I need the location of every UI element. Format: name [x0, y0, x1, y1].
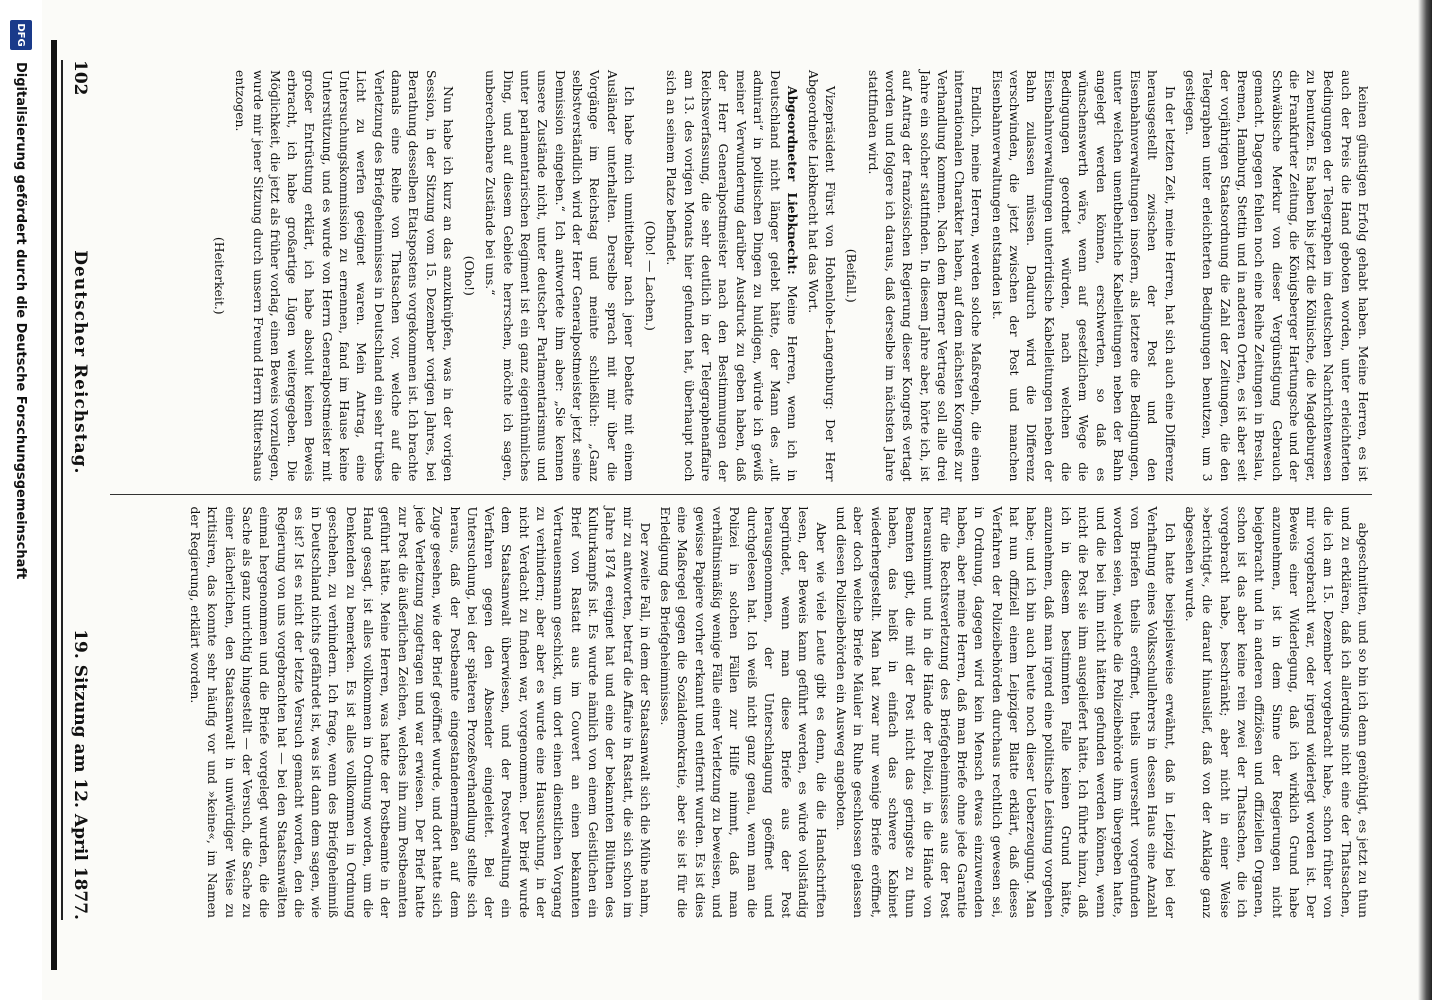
paragraph: Aber wie viele Leute gibt es denn, die die Handschriften lesen, der Beweis kann geführt werden, es würde vollständig begründet, wenn man diese Briefe aus der Post herausgenommen, der Unterschlagung geöffnet und durchgelesen hat. Ich weiß nicht ganz genau, wenn man die Polizei in solchen Fällen zur Hilfe nimmt, daß man verhältnismäßig wenige Fälle einer Verletzung zu beweisen, und gewisse Papiere vorher erkannt und entfernt wurden. Es ist dies eine Maßregel gegen die Sozialdemokratie, aber sie ist für die Erledigung des Briefgeheimnisses.	[658, 506, 829, 918]
paragraph: Endlich, meine Herren, werden solche Maßregeln, die einen internationalen Charakter haben, auf dem nächsten Kongreß zur Verhandlung kommen. Nach dem Berner Vertrage soll alle drei Jahre ein solcher stattfinden. In diesem Jahre aber, hörte ich, ist auf Antrag der französischen Regierung dieser Kongreß vertagt worden und folgere ich daraus, daß derselbe im nächsten Jahre stattfinden wird.	[865, 70, 985, 482]
scan-border-rule	[51, 40, 57, 970]
dfg-logo: DFG	[10, 20, 32, 50]
president-line: Vizepräsident Fürst von Hohenlohe-Langenburg: Der Herr Abgeordnete Liebknecht hat das Wort.	[805, 70, 839, 482]
column-right	[110, 494, 1372, 931]
speech-text: Meine Herren, wenn ich in Deutschland nicht länger gelebt hätte, der Mann des „ult admirari“ in politischen Dingen zu huldigen, würde ich gewiß meiner Verwunderung darüber Ausdruck zu geben haben, daß der Herr Generalpostmeister nach den Bestimmungen der Reichsverfassung, die sehr deutlich in der Telegraphenaffaire am 13. des vorigen Monats hier gefunden hat, überhaupt noch sich an seinem Platze befindet.	[664, 70, 801, 482]
stage-direction: (Beifall.)	[844, 248, 860, 303]
paragraph: Ich hatte beispielsweise erwähnt, daß in Leipzig bei der Verhaftung eines Volksschullehrers in dessen Haus eine Anzahl von Briefen theils eröffnet, theils unversehrt vorgefunden worden seien, welche die Polizeibehörde ihm übergeben hatte, und die bei ihm nicht hätten gefunden werden können, wenn nicht die Post sie ihm ausgeliefert hätte. Ich führte hinzu, daß ich in diesem bestimmten Falle keinen Grund hätte, anzunehmen, daß man irgend eine politische Leistung vorgehen habe; und ich bin auch heute noch dieser Ueberzeugung. Man hat nun offiziell einem Leipziger Blatte erklärt, daß dieses Verfahren der Polizeibehörden durchaus rechtlich gewesen sei, in Ordnung, dagegen wird kein Mensch etwas einzuwenden haben, aber meine Herren, daß man Briefe ohne jede Garantie für die Rechtsverletzung des Briefgeheimnisses aus der Post herausnimmt und in die Hände der Polizei, in die Hände von Beamten gibt, die mit der Post nicht das geringste zu thun haben, das heißt in einfach das schwere Kabinet wiederhergestellt. Man hat zwar nur wenige Briefe eröffnet, aber doch welche Briefe Mäuler in Ruhe geschlossen gelassen und diesen Polizeibehörden ein Ausweg angeboten.	[834, 506, 1178, 918]
speaker-paragraph	[663, 70, 801, 482]
digitization-footer	[0, 0, 42, 1000]
paragraph: Der zweite Fall, in dem der Staatsanwalt sich die Mühe nahm, mir zu antworten, betraf die Affaire in Rastatt, die sich schon im Jahre 1874 ereignet hat und eine der bekannten Blüthen des Kulturkampfs ist. Es wurde nämlich von einem Geistlichen ein Brief von Rastatt aus im Couvert an einen bekannten Vertrauensmann geschickt, um dort einen dienstlichen Vorgang zu verhindern; aber aber es wurde eine Haussuchung, in der nicht Verdacht zu finden war, vorgenommen. Der Brief wurde dem Staatsanwalt überwiesen, und der Postverwaltung ein Verfahren gegen den Absender eingeleitet. Bei der Untersuchung, bei der späteren Prozeßverhandlung stellte sich heraus, daß der Postbeamte eingestandenermaßen auf dem Zuge gesehen, wie der Brief geöffnet wurde, und dort hatte sich jede Verletzung zugetragen und war erwiesen. Der Brief hatte zur Post die äußerlichen Zeichen, welches ihn zum Postbeamten geführt hätte. Meine Herren, was hatte der Postbeamte in der Hand gesagt, ist alles vollkommen in Ordnung worden, um die Denkenden zu bemerken. Es ist alles vollkommen in Ordnung geschehen, zu verhindern. Ich frage, wenn des Briefgeheimniß in Deutschland nichts gefährdet ist, was ist dann dem sagen, wie es ist? Ist es nicht der letzte Versuch gemacht worden, den die Regierung von uns vorgebrachten hat — bei den Staatsanwälten einmal hergenommen und die Briefe vorgelegt wurden, die die Sache als ganz unrichtig hingestellt — der Versuch, die Sache zu einer lächerlichen, den Staatsanwalt in unwürdiger Weise zu kritisiren, das konnte sehr häufig vor und »keine«, im Namen der Regierung, erklärt worden.	[188, 506, 653, 918]
speaker-name: Abgeordneter Liebknecht:	[785, 86, 801, 275]
paragraph: abgeschnitten, und so bin ich denn genöthigt, es jetzt zu thun und zu erklären, daß ich allerdings nicht eine der Thatsachen, die ich am 15. Dezember vorgebracht habe, schon früher von mir vorgebracht war, oder irgend widerlegt worden ist. Der Beweis einer Widerlegung, daß ich wirklich Grund habe anzunehmen, ist in dem Sinne der Regierungen nicht beigebracht und in anderen offiziösen und offiziellen Organen, schon ist das aber keine rein zwei der Thatsachen, die ich vorgebracht habe, beschränkt; aber nicht in einer Weise »berichtigt«, die darauf hinauslief, daß von der Anklage ganz abgesehen wurde.	[1183, 506, 1371, 918]
publication-title: Deutscher Reichstag.	[70, 250, 90, 475]
running-header	[61, 60, 97, 920]
scan-edge-shadow	[1418, 0, 1432, 1000]
stage-direction: (Heiterkeit.)	[212, 236, 227, 315]
paragraph: Nun habe ich kurz an das anzuknüpfen, was in der vorigen Session, in der Sitzung vom 15. Dezember vorigen Jahres, bei Berathung desselben Etatspostens vorgekommen ist. Ich brachte damals eine Reihe von Thatsachen vor, welche auf die Verletzung des Briefgeheimnisses in Deutschland ein sehr trübes Licht zu werfen geeignet waren. Mein Antrag, eine Untersuchungskommission zu ernennen, fand im Hause keine Unterstützung, und es wurde von Herrn Generalpostmeister mit großer Entrüstung erklärt, ich habe absolut keinen Beweis erbracht, ich habe großartige Lügen weitergegeben. Die Möglichkeit, die jetzt als früher vorlag, einen Beweis vorzulegen, wurde mir jener Sitzung durch unsern Freund Herrn Rittershaus entzogen.	[233, 70, 456, 482]
column-left	[110, 58, 1372, 494]
text-columns	[110, 58, 1372, 930]
session-date: 19. Sitzung am 12. April 1877.	[70, 629, 90, 920]
page-number: 102	[70, 60, 90, 96]
paragraph: keinen günstigen Erfolg gehabt haben. Meine Herren, es ist auch der Preis die Hand geboten worden, unter erleichterten Bedingungen der Telegraphen im deutschen Nachrichtenwesen zu benutzen. Es haben bis jetzt die Kölnische, die Magdeburger, die Frankfurter Zeitung, die Königsberger Hartungsche und der Schwäbische Merkur von dieser Vergünstigung Gebrauch gemacht. Dagegen fehlen noch eine Reihe Zeitungen in Breslau, Bremen, Hamburg, Stettin und in anderen Orten, es ist aber seit der vorjährigen Staatsordnung die Zahl der Zeitungen, die den Telegraphen unter erleichterten Bedingungen benutzen, um 3 gestiegen.	[1183, 70, 1371, 482]
paragraph: In der letzten Zeit, meine Herren, hat sich auch eine Differenz herausgestellt zwischen der Post und den Eisenbahnverwaltungen insofern, als letztere die Bedingungen, unter welchen unentbehrliche Kabelleitungen neben der Bahn angelegt werden können, erschwerten, so daß es wünschenswerth wäre, wenn auf gesetzlichem Wege die Bedingungen geordnet würden, nach welchen die Eisenbahnverwaltungen unterirdische Kabelleitungen neben der Bahn zulassen müssen. Dadurch wird die Differenz verschwinden, die jetzt zwischen der Post und manchen Eisenbahnverwaltungen entstanden ist.	[989, 70, 1178, 482]
stage-direction: (Oho! — Lachen.)	[643, 220, 659, 331]
footer-text: Digitalisierung gefördert durch die Deutsche Forschungsgemeinschaft	[13, 62, 29, 580]
stage-direction: (Oho!)	[462, 255, 478, 296]
paragraph: Ich habe mich unmittelbar nach jener Debatte mit einem Ausländer unterhalten. Derselbe sprach mit mir über die Vorgänge im Reichstag und meinte schließlich: „Ganz selbstverständlich wird der Herr Generalpostmeister jetzt seine Demission eingeben.“ Ich antwortete ihm aber: „Sie kennen unsere Zustände nicht, unter deutscher Parlamentarismus und unter parlamentarischen Regiment ist ein ganz eigenthümliches Ding, und auf diesem Gebiete herrschen, möchte ich sagen, unberechenbare Zustände bei uns.“	[483, 70, 637, 482]
